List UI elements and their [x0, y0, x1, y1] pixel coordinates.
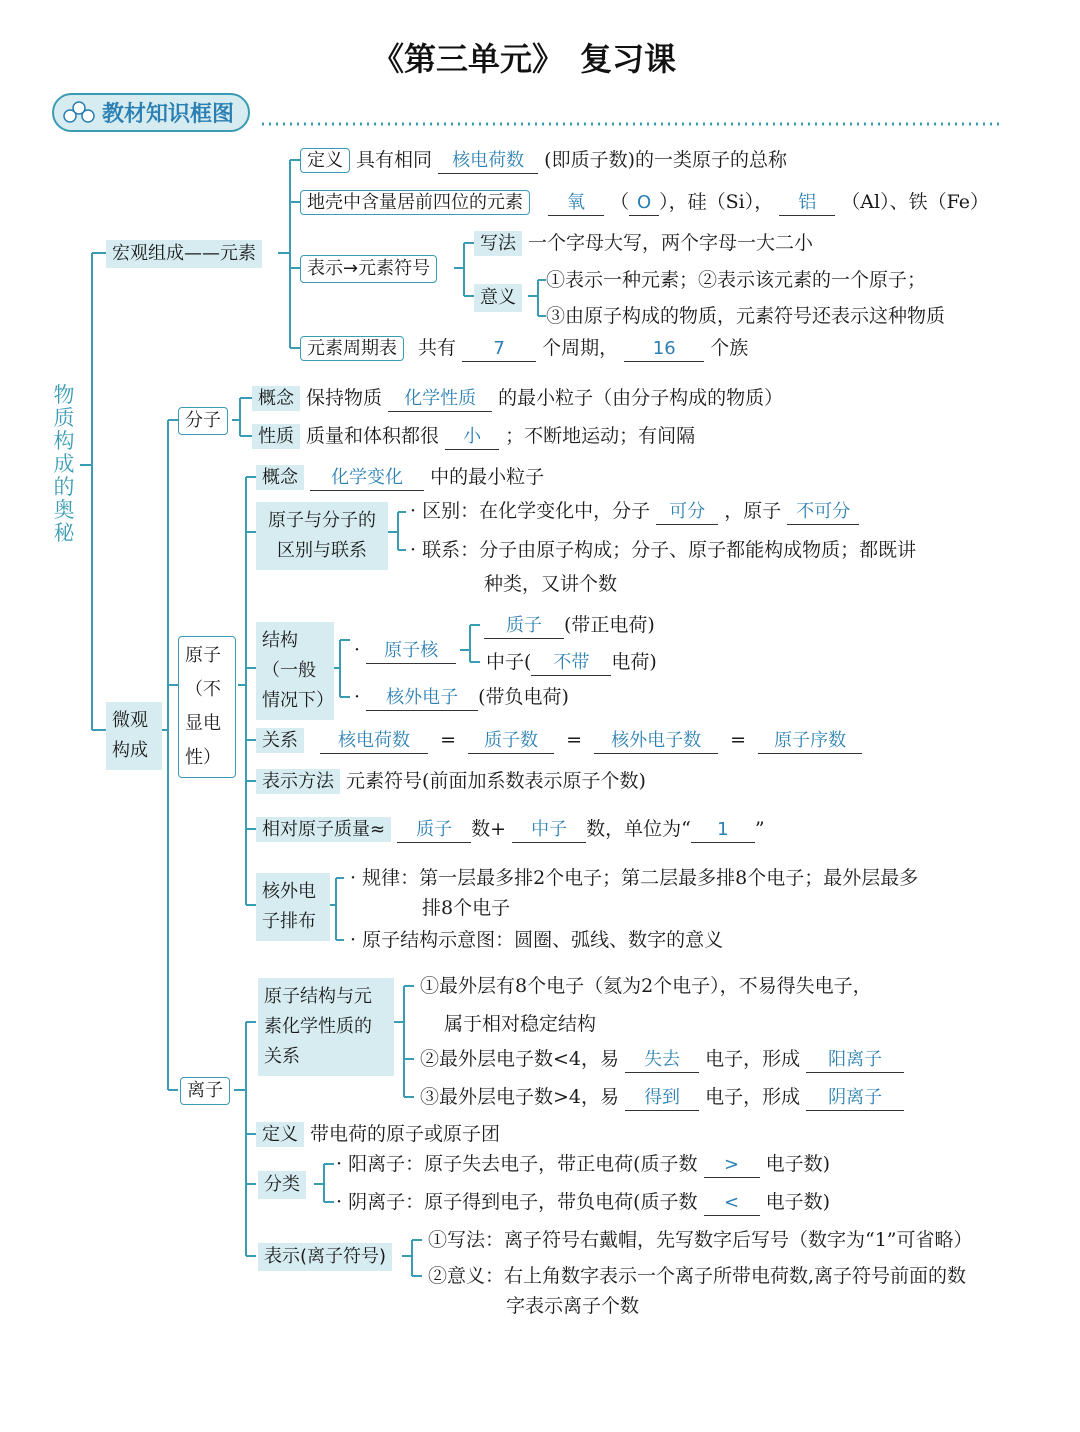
config-diagram-line: · 原子结构示意图：圆圈、弧线、数字的意义 [350, 929, 724, 951]
mass-mid: 数+ [471, 818, 507, 840]
r2-mid: 电子，形成 [705, 1048, 801, 1070]
neutron-pre: 中子( [486, 651, 532, 673]
periodic-tag: 元素周期表 [300, 336, 404, 361]
meaning-text-1: ①表示一种元素；②表示该元素的一个原子； [546, 269, 927, 291]
page-title: 《第三单元》 复习课 [372, 40, 677, 78]
r2-answer-2: 阳离子 [806, 1048, 904, 1073]
config-rule-line-1: · 规律：第一层最多排2个电子；第二层最多排8个电子；最外层最多 [350, 867, 919, 889]
symbol-write-row [474, 230, 813, 256]
atom-representation-tag: 表示方法 [256, 769, 340, 794]
molecule-concept-answer: 化学性质 [388, 387, 492, 412]
ion-symbol-tag: 表示(离子符号) [258, 1243, 392, 1271]
write-tag: 写法 [474, 231, 522, 256]
crust-tag: 地壳中含量居前四位的元素 [300, 190, 530, 215]
proton-row [484, 612, 655, 639]
molecule-concept-row [252, 385, 783, 412]
cation-pre: · 阳离子：原子失去电子，带正电荷(质子数 [336, 1153, 698, 1175]
atom-concept-answer: 化学变化 [310, 466, 424, 491]
ion-symbol-meaning-1: ②意义：右上角数字表示一个离子所带电荷数,离子符号前面的数 [428, 1265, 967, 1287]
ion-node: 离子 [180, 1077, 230, 1105]
atom-diff-row [410, 498, 859, 525]
crust-answer-2: O [629, 191, 659, 216]
crust-paren-3: （Al）、铁（Fe） [841, 191, 989, 213]
r2-pre: ②最外层电子数<4，易 [420, 1048, 620, 1070]
periodic-post: 个族 [710, 337, 749, 359]
eq-3: = [730, 729, 747, 751]
neutron-row [486, 649, 657, 676]
ion-rule-1a: ①最外层有8个电子（氦为2个电子），不易得失电子， [420, 975, 872, 997]
anion-post: 电子数) [765, 1191, 831, 1213]
mass-answer-1: 质子 [397, 818, 471, 843]
r2-answer-1: 失去 [625, 1048, 699, 1073]
micro-node: 微观构成 [106, 702, 162, 770]
r3-mid: 电子，形成 [705, 1086, 801, 1108]
relative-mass-tag: 相对原子质量≈ [256, 817, 391, 842]
anion-answer: < [704, 1191, 760, 1216]
atom-node: 原子（不显电性） [178, 636, 236, 778]
molecule-property-tag: 性质 [252, 424, 300, 449]
ion-rule-3 [420, 1084, 904, 1111]
eq-1: = [440, 729, 457, 751]
periodic-mid: 个周期， [542, 337, 619, 359]
eq-2: = [566, 729, 583, 751]
atom-molecule-relation-tag: 原子与分子的区别与联系 [256, 502, 388, 570]
relation-answer-3: 核外电子数 [594, 729, 718, 754]
r3-answer-1: 得到 [625, 1086, 699, 1111]
atom-concept-post: 中的最小粒子 [430, 466, 545, 488]
diff-answer-2: 不可分 [787, 500, 859, 525]
molecule-property-post: ；不断地运动；有间隔 [505, 425, 696, 447]
write-text: 一个字母大写，两个字母一大二小 [528, 232, 814, 254]
relation-answer-4: 原子序数 [758, 729, 862, 754]
def-text-pre: 具有相同 [356, 149, 433, 171]
nucleus-row: · 原子核 [354, 637, 456, 664]
atom-concept-row [256, 464, 544, 491]
mass-answer-2: 中子 [512, 818, 586, 843]
molecule-icon [62, 100, 96, 124]
atom-representation-text: 元素符号(前面加系数表示原子个数) [346, 770, 646, 792]
molecule-concept-post: 的最小粒子（由分子构成的物质） [498, 387, 784, 409]
ion-definition-tag: 定义 [256, 1122, 304, 1147]
crust-answer-1: 氧 [548, 191, 604, 216]
macro-node: 宏观组成——元素 [106, 240, 262, 268]
section-header [52, 93, 250, 132]
cation-post: 电子数) [765, 1153, 831, 1175]
cation-row [336, 1151, 830, 1178]
relation-answer-1: 核电荷数 [320, 729, 428, 754]
molecule-node: 分子 [178, 407, 228, 435]
periodic-answer-2: 16 [624, 337, 704, 362]
proton-post: (带正电荷) [564, 614, 655, 636]
ion-definition-text: 带电荷的原子或原子团 [310, 1123, 501, 1145]
relative-mass-row [256, 816, 765, 843]
molecule-property-answer: 小 [445, 425, 499, 450]
def-text-post: (即质子数)的一类原子的总称 [544, 149, 787, 171]
periodic-answer-1: 7 [462, 337, 536, 362]
diff-pre: · 区别：在化学变化中，分子 [410, 500, 651, 522]
molecule-property-pre: 质量和体积都很 [306, 425, 440, 447]
def-answer: 核电荷数 [438, 149, 538, 174]
proton-answer: 质子 [484, 614, 564, 639]
def-tag: 定义 [300, 148, 350, 173]
macro-definition-row [300, 147, 787, 174]
crust-elements-row [300, 189, 989, 216]
periodic-table-row [300, 335, 748, 362]
neutron-post: 电荷) [611, 651, 657, 673]
symbol-tag: 表示→元素符号 [300, 255, 437, 283]
nucleus-answer: 原子核 [366, 639, 456, 664]
neutron-answer: 不带 [531, 651, 611, 676]
atom-relation-row [256, 727, 862, 754]
anion-row [336, 1189, 830, 1216]
ion-class-tag: 分类 [258, 1171, 306, 1199]
electron-row: · 核外电子 (带负电荷) [354, 684, 569, 711]
mass-post-2: ” [754, 818, 765, 840]
molecule-property-row [252, 423, 695, 450]
diff-mid: ，原子 [724, 500, 782, 522]
mass-answer-3: 1 [691, 818, 755, 843]
molecule-concept-tag: 概念 [252, 386, 300, 411]
crust-paren-1: （ [610, 191, 630, 213]
electron-post: (带负电荷) [478, 686, 569, 708]
periodic-pre: 共有 [418, 337, 457, 359]
cation-answer: > [704, 1153, 760, 1178]
meaning-tag: 意义 [474, 284, 522, 312]
atom-structure-tag: 结构（一般情况下） [256, 622, 334, 720]
r3-pre: ③最外层电子数>4，易 [420, 1086, 620, 1108]
meaning-text-2: ③由原子构成的物质，元素符号还表示这种物质 [546, 305, 946, 327]
atom-relation-tag: 关系 [256, 728, 304, 753]
ion-rule-2 [420, 1046, 904, 1073]
config-rule-line-2: 排8个电子 [422, 897, 511, 919]
ion-structure-tag: 原子结构与元素化学性质的关系 [258, 978, 394, 1076]
section-header-label: 教材知识框图 [102, 102, 235, 127]
molecule-concept-pre: 保持物质 [306, 387, 383, 409]
electron-config-tag: 核外电子排布 [256, 873, 330, 941]
atom-concept-tag: 概念 [256, 465, 304, 490]
ion-rule-1b: 属于相对稳定结构 [444, 1013, 597, 1035]
atom-link-line-2: 种类，又讲个数 [484, 573, 618, 595]
relation-answer-2: 质子数 [468, 729, 554, 754]
ion-symbol-write: ①写法：离子符号右戴帽，先写数字后写号（数字为“1”可省略） [428, 1229, 973, 1251]
ion-definition-row [256, 1121, 500, 1147]
mass-post-1: 数，单位为“ [586, 818, 691, 840]
diff-answer-1: 可分 [656, 500, 718, 525]
r3-answer-2: 阴离子 [806, 1086, 904, 1111]
anion-pre: · 阴离子：原子得到电子，带负电荷(质子数 [336, 1191, 698, 1213]
ion-symbol-meaning-2: 字表示离子个数 [506, 1295, 640, 1317]
root-topic: 物质构成的奥秘 [53, 383, 75, 545]
crust-paren-2: ），硅（Si）， [659, 191, 774, 213]
atom-representation-row [256, 768, 646, 794]
atom-link-line-1: · 联系：分子由原子构成；分子、原子都能构成物质；都既讲 [410, 539, 917, 561]
crust-answer-3: 铝 [779, 191, 835, 216]
electron-answer: 核外电子 [366, 686, 478, 711]
